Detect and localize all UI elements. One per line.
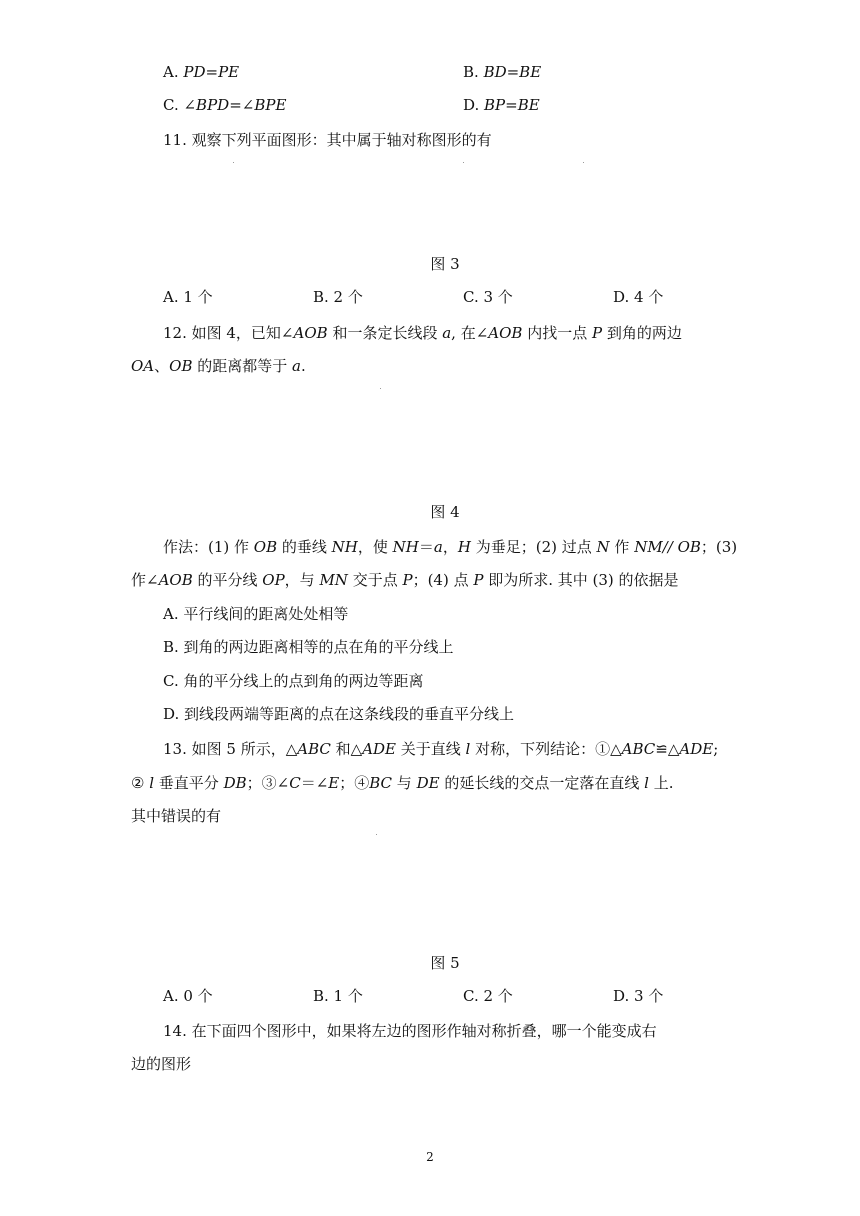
q11-option-a: A. 1 个 xyxy=(163,288,213,306)
q10-option-c: C. ∠BPD=∠BPE xyxy=(163,96,287,114)
q12-option-c: C. 角的平分线上的点到角的两边等距离 xyxy=(163,672,424,690)
q12-method-line1: 作法：(1) 作 OB 的垂线 NH，使 NH＝a，H 为垂足；(2) 过点 N 作 NM// OB；(3) xyxy=(163,538,738,556)
q12-method-line2: 作∠AOB 的平分线 OP，与 MN 交于点 P；(4) 点 P 即为所求. 其中 (3) 的依据是 xyxy=(131,571,679,589)
q11-stem: 11. 观察下列平面图形：其中属于轴对称图形的有 xyxy=(163,131,492,149)
q10-option-b: B. BD=BE xyxy=(463,63,542,81)
q12-option-b: B. 到角的两边距离相等的点在角的平分线上 xyxy=(163,638,454,656)
q12-stem-line2: OA、OB 的距离都等于 a. xyxy=(131,357,306,375)
q13-stem-line1: 13. 如图 5 所示，△ABC 和△ADE 关于直线 l 对称，下列结论：①△ABC≌△ADE; xyxy=(163,740,719,758)
figure-placeholder-mark xyxy=(233,162,234,163)
q11-option-d: D. 4 个 xyxy=(613,288,664,306)
q13-option-d: D. 3 个 xyxy=(613,987,664,1005)
figure-placeholder-mark xyxy=(463,162,464,163)
q14-stem-line1: 14. 在下面四个图形中，如果将左边的图形作轴对称折叠，哪一个能变成右 xyxy=(163,1022,657,1040)
figure-3-caption: 图 3 xyxy=(430,255,460,273)
q12-option-d: D. 到线段两端等距离的点在这条线段的垂直平分线上 xyxy=(163,705,515,723)
q13-option-b: B. 1 个 xyxy=(313,987,363,1005)
q13-stem-line3: 其中错误的有 xyxy=(131,807,222,825)
q13-stem-line2: ② l 垂直平分 DB；③∠C＝∠E；④BC 与 DE 的延长线的交点一定落在直线 l 上. xyxy=(131,774,674,792)
q14-stem-line2: 边的图形 xyxy=(131,1055,192,1073)
figure-placeholder-mark xyxy=(380,388,381,389)
q11-option-b: B. 2 个 xyxy=(313,288,363,306)
q12-option-a: A. 平行线间的距离处处相等 xyxy=(163,605,349,623)
q11-option-c: C. 3 个 xyxy=(463,288,513,306)
figure-placeholder-mark xyxy=(376,834,377,835)
q13-option-a: A. 0 个 xyxy=(163,987,213,1005)
q12-stem-line1: 12. 如图 4，已知∠AOB 和一条定长线段 a, 在∠AOB 内找一点 P 到角的两边 xyxy=(163,324,682,342)
q10-option-a: A. PD=PE xyxy=(163,63,240,81)
q10-option-d: D. BP=BE xyxy=(463,96,540,114)
page-number: 2 xyxy=(426,1150,434,1164)
figure-4-caption: 图 4 xyxy=(430,503,460,521)
figure-placeholder-mark xyxy=(583,162,584,163)
figure-5-caption: 图 5 xyxy=(430,954,460,972)
q13-option-c: C. 2 个 xyxy=(463,987,513,1005)
